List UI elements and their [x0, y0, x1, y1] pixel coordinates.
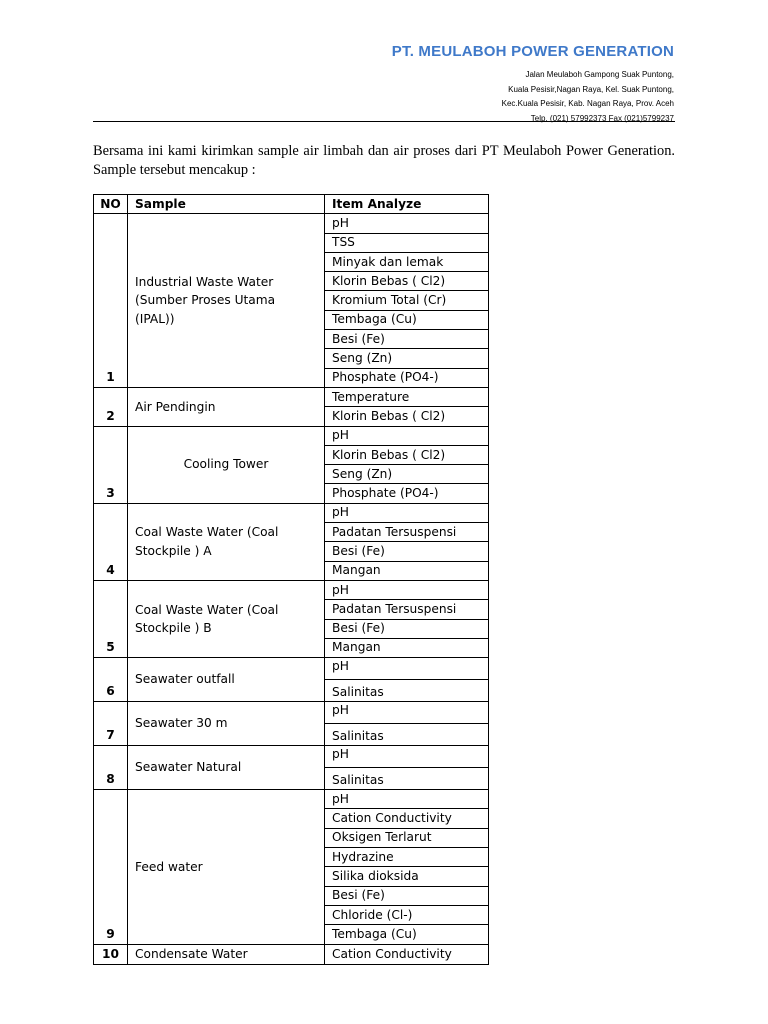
address-line: Kuala Pesisir,Nagan Raya, Kel. Suak Puntong, — [508, 84, 674, 94]
item-analyze-cell: Padatan Tersuspensi — [325, 523, 489, 542]
item-analyze-cell: Besi (Fe) — [325, 619, 489, 638]
item-analyze-cell: Seng (Zn) — [325, 349, 489, 368]
item-analyze-cell: Phosphate (PO4-) — [325, 484, 489, 503]
item-analyze-cell: Cation Conductivity — [325, 944, 489, 964]
sample-name-cell: Seawater 30 m — [128, 702, 325, 746]
table-row — [94, 702, 489, 724]
item-analyze-cell: Salinitas — [325, 768, 489, 790]
sample-name-cell: Industrial Waste Water (Sumber Proses Utama (IPAL)) — [128, 214, 325, 388]
company-address — [354, 68, 674, 126]
item-analyze-cell: Seng (Zn) — [325, 465, 489, 484]
sample-name-cell: Seawater outfall — [128, 658, 325, 702]
item-analyze-cell: pH — [325, 426, 489, 445]
sample-number-cell: 7 — [94, 702, 128, 746]
item-analyze-cell: Klorin Bebas ( Cl2) — [325, 272, 489, 291]
item-analyze-cell: Besi (Fe) — [325, 886, 489, 905]
sample-number-cell: 10 — [94, 944, 128, 964]
table-row — [94, 944, 489, 964]
item-analyze-cell: Minyak dan lemak — [325, 252, 489, 271]
table-row — [94, 658, 489, 680]
sample-table — [93, 194, 489, 965]
item-analyze-cell: Silika dioksida — [325, 867, 489, 886]
item-analyze-cell: Kromium Total (Cr) — [325, 291, 489, 310]
sample-number-cell: 5 — [94, 580, 128, 657]
table-row — [94, 746, 489, 768]
sample-number-cell: 4 — [94, 503, 128, 580]
sample-name-cell: Seawater Natural — [128, 746, 325, 790]
table-body — [94, 214, 489, 965]
item-analyze-cell: Padatan Tersuspensi — [325, 600, 489, 619]
sample-number-cell: 8 — [94, 746, 128, 790]
item-analyze-cell: TSS — [325, 233, 489, 252]
column-header-item: Item Analyze — [325, 195, 489, 214]
item-analyze-cell: Tembaga (Cu) — [325, 925, 489, 944]
address-line: Jalan Meulaboh Gampong Suak Puntong, — [525, 70, 674, 79]
item-analyze-cell: Salinitas — [325, 680, 489, 702]
column-header-sample: Sample — [128, 195, 325, 214]
table-row — [94, 426, 489, 445]
intro-paragraph: Bersama ini kami kirimkan sample air limbah dan air proses dari PT Meulaboh Power Generation. Sample tersebut mencakup : — [93, 143, 675, 178]
item-analyze-cell: Temperature — [325, 387, 489, 406]
item-analyze-cell: Mangan — [325, 561, 489, 580]
item-analyze-cell: Cation Conductivity — [325, 809, 489, 828]
table-row — [94, 387, 489, 406]
address-line: Telp. (021) 57992373 Fax (021)5799237 — [530, 113, 674, 123]
item-analyze-cell: Mangan — [325, 638, 489, 657]
sample-number-cell: 2 — [94, 387, 128, 426]
table-row — [94, 503, 489, 522]
item-analyze-cell: Chloride (Cl-) — [325, 905, 489, 924]
sample-name-cell: Coal Waste Water (Coal Stockpile ) B — [128, 580, 325, 657]
item-analyze-cell: Klorin Bebas ( Cl2) — [325, 445, 489, 464]
item-analyze-cell: Phosphate (PO4-) — [325, 368, 489, 387]
item-analyze-cell: Klorin Bebas ( Cl2) — [325, 407, 489, 426]
item-analyze-cell: Tembaga (Cu) — [325, 310, 489, 329]
item-analyze-cell: Hydrazine — [325, 848, 489, 867]
sample-number-cell: 3 — [94, 426, 128, 503]
sample-name-cell: Coal Waste Water (Coal Stockpile ) A — [128, 503, 325, 580]
item-analyze-cell: Besi (Fe) — [325, 542, 489, 561]
table-header-row — [94, 195, 489, 214]
sample-name-cell: Condensate Water — [128, 944, 325, 964]
sample-name-cell: Cooling Tower — [128, 426, 325, 503]
item-analyze-cell: pH — [325, 658, 489, 680]
sample-name-cell: Feed water — [128, 790, 325, 944]
item-analyze-cell: Oksigen Terlarut — [325, 828, 489, 847]
sample-number-cell: 9 — [94, 790, 128, 944]
item-analyze-cell: pH — [325, 790, 489, 809]
company-name: PT. MEULABOH POWER GENERATION — [391, 43, 674, 60]
sample-number-cell: 6 — [94, 658, 128, 702]
sample-number-cell: 1 — [94, 214, 128, 388]
item-analyze-cell: pH — [325, 746, 489, 768]
table-row — [94, 214, 489, 233]
table-row — [94, 790, 489, 809]
table-row — [94, 580, 489, 599]
header-divider — [93, 121, 675, 122]
address-line: Kec.Kuala Pesisir, Kab. Nagan Raya, Prov. Aceh — [501, 99, 674, 108]
sample-name-cell: Air Pendingin — [128, 387, 325, 426]
item-analyze-cell: pH — [325, 214, 489, 233]
column-header-no: NO — [94, 195, 128, 214]
item-analyze-cell: Besi (Fe) — [325, 330, 489, 349]
item-analyze-cell: pH — [325, 702, 489, 724]
item-analyze-cell: pH — [325, 503, 489, 522]
item-analyze-cell: pH — [325, 580, 489, 599]
item-analyze-cell: Salinitas — [325, 724, 489, 746]
